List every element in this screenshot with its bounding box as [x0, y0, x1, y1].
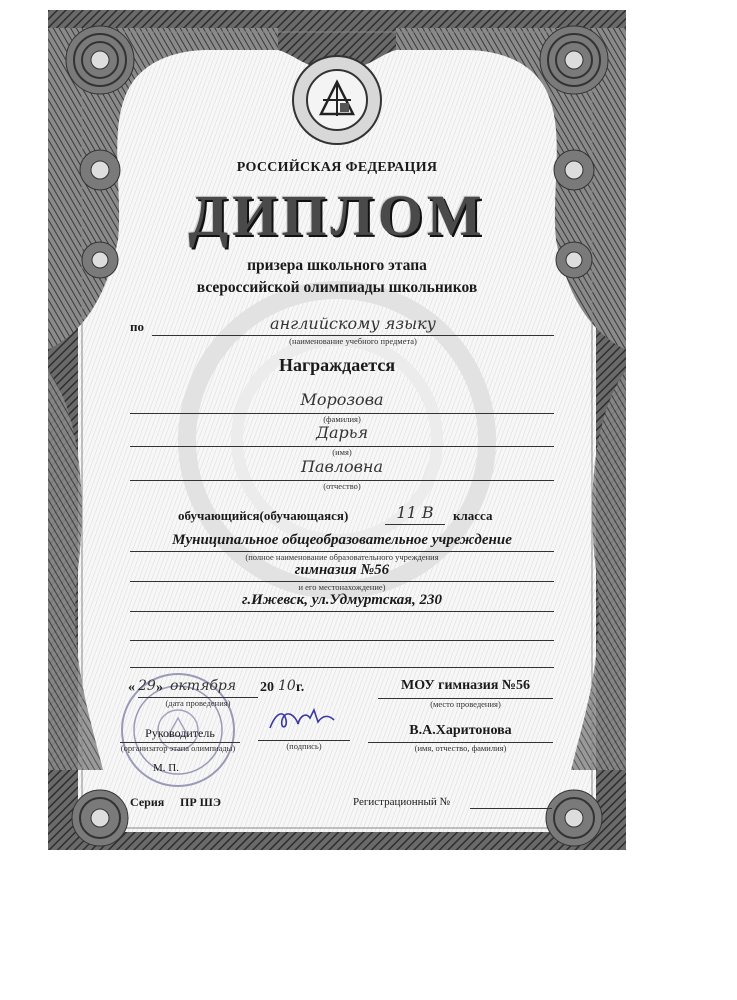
date-month: октября	[170, 678, 237, 694]
series-value: ПР ШЭ	[180, 795, 221, 809]
school-address: г.Ижевск, ул.Удмуртская, 230	[242, 592, 442, 608]
venue-caption: (место проведения)	[430, 699, 501, 709]
date-year-suffix: 10	[278, 678, 296, 694]
date-year-mark: г.	[296, 680, 305, 695]
series-label: Серия	[130, 795, 165, 809]
blank-rule-1	[130, 640, 554, 641]
head-label: Руководитель	[145, 726, 215, 740]
date-block	[128, 678, 313, 698]
school-line1: Муниципальное общеобразовательное учреждение	[172, 532, 512, 548]
diploma-subtitle-line2: всероссийской олимпиады школьников	[196, 279, 478, 296]
olympiad-emblem-icon	[291, 54, 383, 146]
subject-value: английскому языку	[270, 314, 436, 333]
patronymic-caption: (отчество)	[323, 481, 361, 491]
subject-prefix: по	[130, 319, 144, 334]
name-caption: (имя)	[332, 447, 352, 457]
venue-value: МОУ гимназия №56	[401, 678, 530, 693]
date-open-quote: «	[128, 680, 135, 695]
diploma-sheet	[48, 10, 626, 850]
class-line	[385, 524, 445, 525]
surname-caption: (фамилия)	[323, 414, 361, 424]
recipient-surname: Морозова	[300, 390, 384, 409]
class-value: 11 В	[396, 503, 434, 522]
diploma-title: ДИПЛОМ	[188, 183, 486, 248]
school-caption1: (полное наименование образовательного учреждения	[245, 552, 439, 562]
date-year-prefix: 20	[260, 680, 274, 695]
recipient-name: Дарья	[315, 423, 369, 442]
class-suffix: класса	[453, 508, 493, 523]
subject-caption: (наименование учебного предмета)	[289, 336, 417, 346]
signature-icon	[262, 702, 342, 738]
country-heading: РОССИЙСКАЯ ФЕДЕРАЦИЯ	[236, 160, 438, 175]
diploma-subtitle-line1: призера школьного этапа	[247, 257, 427, 274]
date-close-quote: »	[156, 680, 163, 695]
school-address-rule	[130, 611, 554, 612]
head-label-caption: (организатор этапа олимпиады)	[120, 743, 236, 753]
award-label: Награждается	[278, 355, 396, 375]
registration-label: Регистрационный №	[353, 796, 451, 808]
recipient-patronymic: Павловна	[300, 457, 383, 476]
class-prefix: обучающийся(обучающаяся)	[178, 508, 349, 523]
registration-rule	[470, 808, 552, 809]
signature-caption: (подпись)	[286, 741, 322, 751]
blank-rule-2	[130, 667, 554, 668]
date-day: 29	[138, 678, 156, 694]
school-line2: гимназия №56	[294, 562, 390, 578]
head-name: В.А.Харитонова	[409, 723, 512, 738]
stamp-mark: М. П.	[153, 762, 179, 774]
date-caption: (дата проведения)	[165, 698, 231, 708]
school-caption2: и его местонахождение)	[298, 582, 386, 592]
head-name-caption: (имя, отчество, фамилия)	[414, 743, 507, 753]
